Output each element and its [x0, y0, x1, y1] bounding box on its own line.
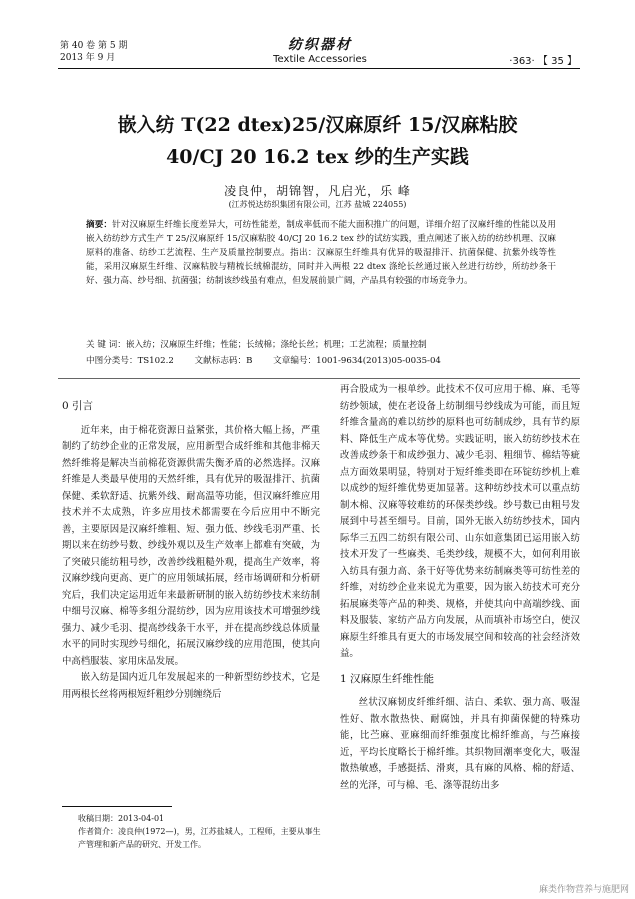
intro-paragraph-2: 嵌入纺是国内近几年发展起来的一种新型纺纱技术，它是用两根长丝将两根短纤粗纱分别缠绕后	[62, 672, 320, 700]
page-number: ·363· 【 35 】	[509, 56, 577, 67]
journal-logo: 纺织器材	[288, 37, 352, 53]
keywords-label: 关 键 词：	[86, 340, 126, 350]
right-column	[340, 382, 580, 794]
abstract-label: 摘要：	[86, 220, 113, 230]
keywords	[86, 338, 556, 350]
abstract-text: 针对汉麻原生纤维长度差异大，可纺性能差，制成率低而不能大面积推广的问题，详细介绍了汉麻纤维的性能以及用嵌入纺纺纱方式生产 T 25/汉麻原纤 15/汉麻粘胶 40/CJ 20 16.2 tex 纱的试纺实践，重点阐述了嵌入纺的纺纱机理、汉麻原料的准备、纺纱工艺流程、生产及质量控制要点。指出：汉麻原生纤维具有优异的吸湿排汗、抗菌保健、抗紫外线等性能，采用汉麻原生纤维、汉麻粘胶与精梳长绒棉混纺，同时并入两根 22 dtex 涤纶长丝通过嵌入丝进行纺纱，所纺纱条干好、强力高、纱号细、抗菌强；纺制该纱线虽有难点，但发展前景广阔，产品具有较强的市场竞争力。	[86, 220, 556, 286]
journal-masthead	[245, 34, 395, 65]
title-line-2: 40/CJ 20 16.2 tex 纱的生产实践	[166, 146, 469, 168]
article-meta	[86, 354, 566, 366]
journal-english-name: Textile Accessories	[273, 54, 367, 65]
affiliation: (江苏悦达纺织集团有限公司，江苏 盐城 224055)	[228, 200, 407, 209]
clc-number: 中图分类号：TS102.2	[86, 356, 174, 366]
issue-info	[60, 40, 127, 64]
received-date: 收稿日期：2013-04-01	[78, 814, 165, 823]
keywords-text: 嵌入纺；汉麻原生纤维；性能；长绒棉；涤纶长丝；机理；工艺流程；质量控制	[125, 340, 427, 350]
author-bio: 作者简介：凌良仲(1972—)，男，江苏盐城人，工程师，主要从事生产管理和新产品的研究、开发工作。	[78, 827, 321, 849]
section-heading-1: 1 汉麻原生纤维性能	[340, 672, 435, 685]
issue-date: 2013 年 9 月	[60, 53, 116, 63]
header-divider	[58, 68, 580, 69]
document-code: 文献标志码：B	[194, 356, 253, 366]
section1-paragraph-1: 丝状汉麻韧皮纤维纤细、洁白、柔软、强力高、吸湿性好、散水散热快、耐腐蚀，并具有抑菌保健的特殊功能，比苎麻、亚麻细而纤维强度比棉纤维高，与苎麻接近，平均长度略长于棉纤维。其织物回潮率变化大，吸湿散热敏感，手感挺括、滑爽，具有麻的风格、棉的舒适、丝的光泽，可与棉、毛、涤等混纺出多	[340, 697, 580, 791]
abstract	[86, 218, 556, 288]
authors: 凌良仲，胡锦智，凡启光，乐 峰	[224, 184, 411, 198]
footnote	[78, 812, 323, 851]
watermark: 麻类作物营养与施肥网	[538, 885, 629, 895]
section-heading-intro: 0 引言	[62, 400, 94, 412]
left-column	[62, 398, 320, 703]
intro-paragraph-1: 近年来，由于棉花资源日益紧张，其价格大幅上扬，严重制约了纺纱企业的正常发展，应用新型合成纤维和其他非棉天然纤维将是解决当前棉花资源供需失衡矛盾的必然选择。汉麻纤维是人类最早使用的天然纤维，具有优异的吸湿排汗、抗菌保健、柔软舒适、抗紫外线、耐高温等功能，但汉麻纤维应用技术并不太成熟，许多应用技术都需要在今后应用中不断完善，主要原因是汉麻纤维粗、短、强力低、纱线毛羽严重、长期以来在纺纱号数、纱线外观以及生产效率上都难有突破，为了突破只能纺粗号纱，改善纱线粗糙外观，提高生产效率，将汉麻纱线向更高、更广的应用领域拓展，经市场调研和分析研究后，我们决定运用近年来最新研制的嵌入纺纺纱技术来纺制中细号汉麻、棉等多组分混纺纱，因为应用该技术可增强纱线强力、减少毛羽、提高纱线条干水平，并在提高纱线总体质量水平的同时实现纱号细化，拓展汉麻纱线的应用范围，使其向中高档服装、家用床品发展。	[62, 424, 320, 667]
article-number: 文章编号：1001-9634(2013)05-0035-04	[273, 356, 441, 366]
volume-issue: 第 40 卷 第 5 期	[60, 41, 128, 51]
title-line-1: 嵌入纺 T(22 dtex)25/汉麻原纤 15/汉麻粘胶	[117, 114, 518, 136]
footnote-divider	[62, 806, 172, 807]
meta-divider	[58, 378, 580, 379]
intro-paragraph-continued: 再合股成为一根单纱。此技术不仅可应用于棉、麻、毛等纺纱领域，使在老设备上纺制细号纱线成为可能，而且短纤维含量高的难以纺纱的原料也可纺制成纱，具有节约原料、降低生产成本等优势。实践证明，嵌入纺纺纱技术在改善成纱条干和成纱强力、减少毛羽、粗细节、棉结等疵点方面效果明显，特别对于短纤维类即在环锭纺纱机上难以成纱的短纤维优势更加显著。这种纺纱技术可以重点纺制木棉、汉麻等较难纺的环保类纱线。纱号数已由粗号发展到中号甚至细号。目前，国外无嵌入纺纺纱技术，国内际华三五四二纺织有限公司、山东如意集团已运用嵌入纺技术开发了一些麻类、毛类纱线，规模不大，如何利用嵌入纺具有强力高、条干好等优势来纺制麻类等可纺性差的纤维，对纺纱企业来说尤为重要，因为嵌入纺技术可充分拓展麻类等产品的种类、规格，并使其向中高端纱线、面料及服装、家纺产品方向发展，从而填补市场空白，使汉麻原生纤维具有更大的市场发展空间和较高的社会经济效益。	[340, 384, 580, 659]
